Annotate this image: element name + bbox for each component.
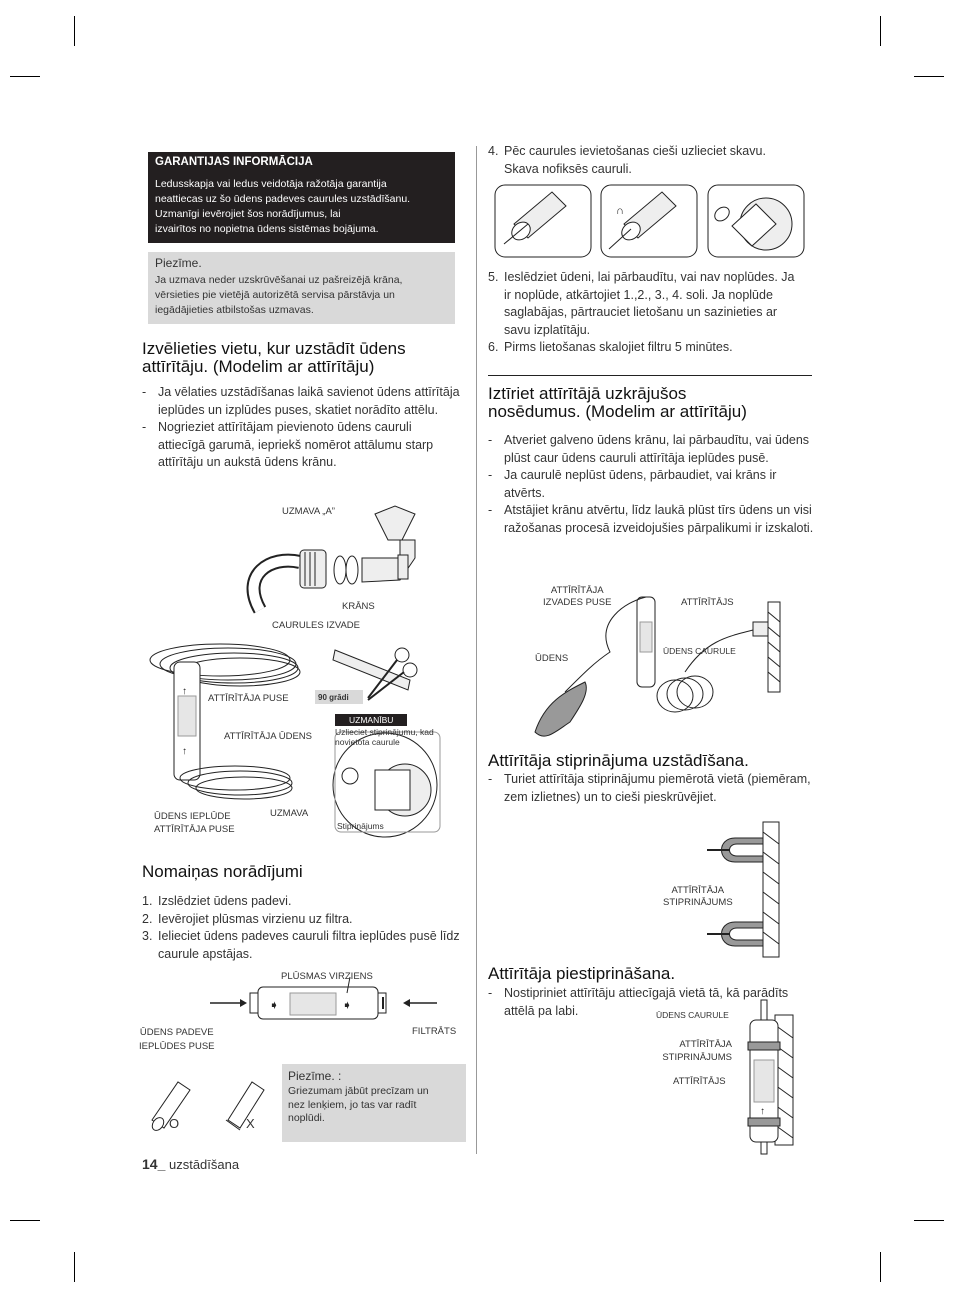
bullet-list [488,432,814,537]
warranty-text [155,177,410,237]
list-item: - Atveriet galveno ūdens krānu, lai pārbaudītu, vai ūdens plūst caur ūdens cauruli attīrītāja ieplūdes pusē. [488,432,814,467]
page-number: 14_ [142,1156,166,1172]
label-line: ATTĪRĪTĀJA [671,885,725,896]
list-item: - Atstājiet krānu atvērtu, līdz laukā plūst tīrs ūdens un visi ražošanas procesā izveidojušies pārpalikumi ir izskaloti. [488,502,814,537]
label-plusmas-virziens: PLŪSMAS VIRZIENS [281,971,373,982]
note-box [148,252,455,324]
clamp-steps-figure [494,184,806,260]
pipe-cut-figure [140,1072,280,1137]
svg-text:➧: ➧ [342,998,353,1012]
label-stiprinajums [663,885,733,909]
bullet-list [488,771,814,806]
label-udens-ieplude [154,810,235,836]
crop-mark [10,1220,40,1221]
section-heading [488,385,818,421]
step-number: 4. [488,144,499,158]
list-item [142,928,460,963]
section-divider [488,375,812,376]
list-item: - Nogrieziet attīrītājam pievienoto ūdens cauruli attiecīgā garumā, iepriekš nomērot attālumu starp attīrītāju un aukstā ūdens krānu. [142,419,460,472]
warranty-line: neattiecas uz šo ūdens padeves caurules uzstādīšanu. [155,193,411,205]
svg-text:➧: ➧ [269,998,280,1012]
note-line: Griezumam jābūt precīzam un [288,1085,429,1097]
list-item [488,143,798,178]
label-attiritaja-udens: ATTĪRĪTĀJA ŪDENS [224,731,312,742]
note-line: nez lenķiem, jo tas var radīt [288,1098,417,1111]
figure-drawing [140,500,470,845]
list-item: - Ja caurulē neplūst ūdens, pārbaudiet, vai krāns ir atvērts. [488,467,814,502]
label-attiritajs: ATTĪRĪTĀJS [681,597,734,608]
label-caurules-izvade: CAURULES IZVADE [272,620,360,631]
label-x: X [246,1116,255,1131]
column-divider [476,146,477,1154]
label-krans: KRĀNS [342,601,375,612]
step-text: Ievērojiet plūsmas virzienu uz filtra. [158,911,353,926]
bullet-list [142,384,460,472]
note-title: Piezīme. : [288,1069,342,1083]
note-line: Ja uzmava neder uzskrūvēšanai uz pašreizējā krāna, [155,274,403,286]
label-udens-caurule: ŪDENS CAURULE [663,646,736,656]
label-izvades-puse [543,585,611,609]
crop-mark [74,16,75,46]
warranty-box [148,152,455,243]
list-item: - Ja vēlaties uzstādīšanas laikā savienot ūdens attīrītāja ieplūdes un izplūdes puses, skatiet norādīto attēlu. [142,384,460,419]
label-udens-caurule: ŪDENS CAURULE [656,1010,729,1020]
crop-mark [914,76,944,77]
label-uzmanibu-text [335,727,434,747]
list-item: - Turiet attīrītāja stiprinājumu piemērotā vietā (piemēram, zem izlietnes) un to cieši pieskrūvējiet. [488,771,814,806]
svg-text:↑: ↑ [182,686,187,697]
label-udens: ŪDENS [535,653,569,664]
label-line: ŪDENS PADEVE [139,1027,214,1038]
list-item [142,893,460,911]
label-line: ATTĪRĪTĀJA [679,1039,732,1050]
step-text: Ieslēdziet ūdeni, lai pārbaudītu, vai nav noplūdes. Ja ir noplūde, atkārtojiet 1.,2., 3., 4. soli. Ja noplūde saglabājas, pārtrauciet lietošanu un sazinieties ar savu izplatītāju. [504,270,795,337]
label-uzmanibu: UZMANĪBU [335,714,407,726]
label-line: IZVADES PUSE [543,597,612,608]
warranty-line: Uzmanīgi ievērojiet šos norādījumus, lai [155,208,341,220]
step-text: Pirms lietošanas skalojiet filtru 5 minūtes. [504,340,733,354]
section-heading: Attīrītāja stiprinājuma uzstādīšana. [488,751,749,770]
svg-text:∩: ∩ [616,205,624,217]
crop-mark [914,1220,944,1221]
list-item [488,339,800,357]
heading-line: Izvēlieties vietu, kur uzstādīt ūdens [142,339,406,358]
step-text: Izslēdziet ūdens padevi. [158,894,292,908]
step-number: 2. [142,911,153,926]
warranty-line: izvairītos no nopietna ūdens sistēmas bojājuma. [155,223,379,235]
flushing-figure [525,582,780,762]
note-text [155,273,402,318]
section-heading: Attīrītāja piestiprināšana. [488,964,676,983]
note-line: vērsieties pie vietējā autorizētā servisa pārstāvja un [155,289,395,301]
label-line: STIPRINĀJUMS [663,897,733,908]
step-number: 5. [488,270,499,284]
list-item [488,269,800,339]
footer-label: uzstādīšana [168,1157,240,1172]
step-text: Pēc caurules ievietošanas cieši uzlieciet skavu. Skava nofiksēs cauruli. [504,144,766,176]
page-footer [142,1156,239,1172]
note-box [282,1064,466,1142]
label-line: IEPLŪDES PUSE [139,1041,215,1052]
step-list [142,893,460,963]
step-list [488,269,800,357]
label-90-degrees: 90 grādi [318,693,349,702]
note-text [288,1085,429,1126]
step-list [488,143,798,178]
label-uzmava-a: UZMAVA „A” [282,506,335,517]
svg-text:↑: ↑ [182,746,187,757]
crop-mark [10,76,40,77]
flushing-drawing [525,582,780,762]
label-line: ATTĪRĪTĀJA [550,585,604,596]
section-heading [142,340,472,376]
label-line: ŪDENS IEPLŪDE [154,811,231,822]
heading-line: nosēdumus. (Modelim ar attīrītāju) [488,402,747,421]
label-stiprinajums [650,1038,732,1064]
bracket-figure [655,822,790,962]
crop-mark [880,1252,881,1282]
step-number: 3. [142,929,153,943]
list-item [142,911,460,929]
note-title: Piezīme. [155,256,202,270]
step-number: 1. [142,894,153,908]
step-number: 6. [488,340,499,354]
label-attiritaja-puse: ATTĪRĪTĀJA PUSE [208,693,289,704]
label-filtrats: FILTRĀTS [412,1026,457,1037]
label-line: ATTĪRĪTĀJA PUSE [154,824,235,835]
warranty-line: Ledusskapja vai ledus veidotāja ražotāja garantija [155,178,387,190]
heading-line: Iztīriet attīrītājā uzkrājušos [488,384,687,403]
label-line: Uzlieciet stiprinājumu, kad [335,727,434,737]
crop-mark [74,1252,75,1282]
label-o: O [169,1116,180,1131]
label-udens-padeve [139,1026,215,1054]
crop-mark [880,16,881,46]
label-line: novietota caurule [335,737,400,747]
list-item: - Nostipriniet attīrītāju attiecīgajā vietā tā, kā parādīts attēlā pa labi. [488,985,814,1020]
svg-text:↑: ↑ [760,1106,765,1117]
installation-figure [140,500,470,845]
warranty-title: GARANTIJAS INFORMĀCIJA [155,156,313,168]
note-line: iegādājieties atbilstošas uzmavas. [155,304,314,316]
note-line: noplūdi. [288,1112,325,1124]
heading-line: attīrītāju. (Modelim ar attīrītāju) [142,357,375,376]
clamp-drawing [494,184,806,260]
pipe-drawing [140,1072,280,1137]
label-line: STIPRINĀJUMS [662,1052,732,1063]
flow-figure [135,965,470,1055]
mounted-filter-figure [650,1000,810,1155]
label-attiritajs: ATTĪRĪTĀJS [673,1076,726,1087]
step-text: Ielieciet ūdens padeves cauruli filtra ieplūdes pusē līdz caurule apstājas. [158,929,460,961]
section-heading: Nomaiņas norādījumi [142,862,303,881]
label-stiprinajums: Stiprinājums [337,821,384,831]
label-uzmava: UZMAVA [270,808,309,819]
